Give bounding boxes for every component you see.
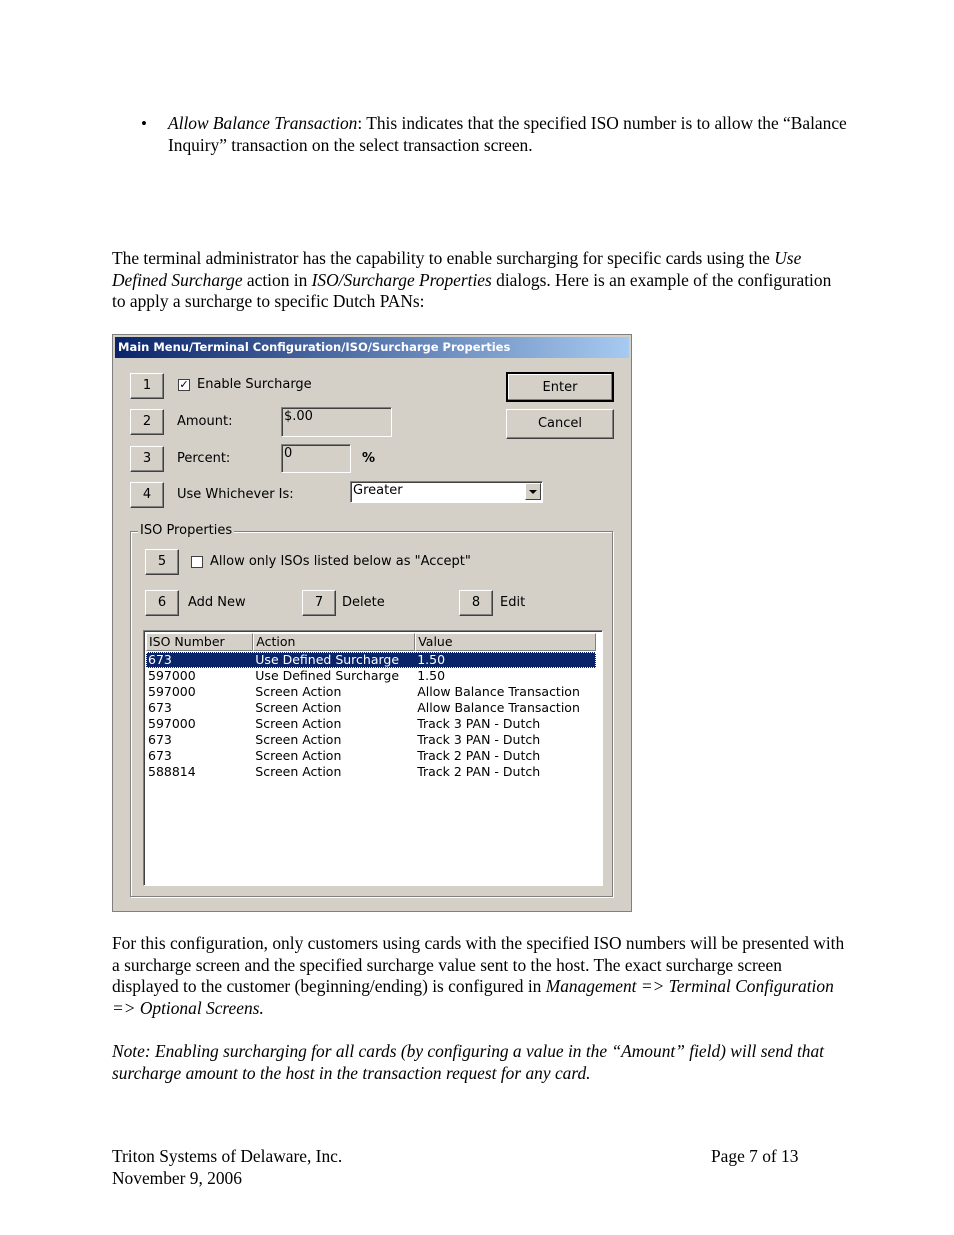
column-action[interactable]: Action bbox=[253, 633, 415, 651]
chevron-down-icon[interactable] bbox=[525, 483, 541, 500]
enable-surcharge-label: Enable Surcharge bbox=[197, 377, 312, 392]
cell-iso: 597000 bbox=[148, 716, 196, 731]
note-text: Note: Enabling surcharging for all cards (by configuring a value in the “Amount” field) will send that surcharge amount to the host in the transaction request for any card. bbox=[112, 1041, 825, 1083]
amount-label: Amount: bbox=[177, 414, 233, 429]
table-row[interactable] bbox=[146, 700, 596, 716]
cell-action: Screen Action bbox=[255, 716, 342, 731]
amount-field[interactable]: $.00 bbox=[281, 407, 392, 437]
cell-value: Allow Balance Transaction bbox=[417, 684, 580, 699]
cell-value: Track 2 PAN - Dutch bbox=[417, 748, 541, 763]
percent-label: Percent: bbox=[177, 451, 231, 466]
cell-value: Track 3 PAN - Dutch bbox=[417, 732, 541, 747]
btn-7[interactable]: 7 bbox=[302, 590, 336, 616]
bullet-allow-balance bbox=[168, 113, 848, 156]
whichever-label: Use Whichever Is: bbox=[177, 487, 294, 502]
edit-label: Edit bbox=[500, 595, 526, 610]
cell-action: Screen Action bbox=[255, 684, 342, 699]
column-value[interactable]: Value bbox=[415, 633, 596, 651]
intro-text-2: action in bbox=[242, 269, 312, 290]
footer-page-number: Page 7 of 13 bbox=[711, 1146, 799, 1166]
bullet-term: Allow Balance Transaction bbox=[168, 113, 358, 133]
cell-action: Screen Action bbox=[255, 764, 342, 779]
iso-list-header bbox=[146, 633, 596, 651]
cell-iso: 597000 bbox=[148, 668, 196, 683]
table-row[interactable] bbox=[146, 716, 596, 732]
config-paragraph bbox=[112, 933, 852, 1019]
btn-5[interactable]: 5 bbox=[145, 549, 179, 575]
table-row[interactable] bbox=[146, 748, 596, 764]
add-new-label: Add New bbox=[188, 595, 246, 610]
config-path: Management => Terminal Configuration => Optional Screens. bbox=[112, 976, 834, 1018]
cell-iso: 588814 bbox=[148, 764, 196, 779]
percent-field[interactable]: 0 bbox=[281, 444, 351, 473]
btn-1[interactable]: 1 bbox=[130, 373, 164, 399]
whichever-select[interactable] bbox=[350, 481, 543, 503]
cell-iso: 673 bbox=[148, 748, 172, 763]
intro-em-1: Use Defined Surcharge bbox=[112, 248, 802, 290]
footer-company: Triton Systems of Delaware, Inc. bbox=[112, 1146, 343, 1166]
btn-8[interactable]: 8 bbox=[459, 590, 493, 616]
intro-em-2: ISO/Surcharge Properties bbox=[311, 269, 492, 290]
whichever-value: Greater bbox=[353, 483, 403, 498]
percent-sign: % bbox=[362, 451, 376, 466]
cell-value: Track 2 PAN - Dutch bbox=[417, 764, 541, 779]
allow-only-label: Allow only ISOs listed below as "Accept" bbox=[210, 554, 471, 569]
cell-action: Screen Action bbox=[255, 732, 342, 747]
intro-text-1: The terminal administrator has the capability to enable surcharging for specific cards using the bbox=[112, 248, 775, 268]
btn-6[interactable]: 6 bbox=[145, 590, 179, 616]
cell-value: Track 3 PAN - Dutch bbox=[417, 716, 541, 731]
cell-action: Use Defined Surcharge bbox=[255, 652, 400, 667]
cell-action: Screen Action bbox=[255, 700, 342, 715]
cell-value: Allow Balance Transaction bbox=[417, 700, 580, 715]
table-row[interactable] bbox=[146, 668, 596, 684]
footer-date: November 9, 2006 bbox=[112, 1167, 242, 1188]
delete-label: Delete bbox=[342, 595, 385, 610]
iso-surcharge-dialog bbox=[112, 334, 632, 912]
cancel-button[interactable]: Cancel bbox=[506, 409, 614, 439]
column-iso-number[interactable]: ISO Number bbox=[146, 633, 253, 651]
btn-2[interactable]: 2 bbox=[130, 409, 164, 435]
table-row[interactable] bbox=[146, 652, 596, 668]
table-row[interactable] bbox=[146, 764, 596, 780]
table-row[interactable] bbox=[146, 732, 596, 748]
bullet-description: : This indicates that the specified ISO number is to allow the “Balance Inquiry” transaction on the select transaction screen. bbox=[168, 113, 847, 155]
bullet-marker: • bbox=[141, 114, 147, 133]
enable-surcharge-checkbox[interactable]: ✓ bbox=[179, 378, 189, 391]
enter-button[interactable]: Enter bbox=[506, 372, 614, 402]
config-text: For this configuration, only customers using cards with the specified ISO numbers will be presented with a surcharge screen and the specified surcharge value sent to the host. The exact surcharge screen displayed to the customer (beginning/ending) is configured in bbox=[112, 933, 845, 997]
btn-3[interactable]: 3 bbox=[130, 446, 164, 472]
iso-properties-label: ISO Properties bbox=[140, 523, 233, 538]
iso-list[interactable] bbox=[143, 630, 603, 886]
table-row[interactable] bbox=[146, 684, 596, 700]
note-paragraph bbox=[112, 1041, 852, 1084]
btn-4[interactable]: 4 bbox=[130, 482, 164, 508]
cell-iso: 673 bbox=[148, 732, 172, 747]
iso-list-body bbox=[146, 652, 596, 780]
cell-iso: 673 bbox=[148, 652, 172, 667]
intro-text-3: dialogs. Here is an example of the configuration to apply a surcharge to specific Dutch PANs: bbox=[112, 269, 832, 312]
cell-iso: 597000 bbox=[148, 684, 196, 699]
cell-action: Use Defined Surcharge bbox=[255, 668, 400, 683]
footer-left bbox=[112, 1146, 342, 1189]
cell-value: 1.50 bbox=[417, 668, 446, 683]
intro-paragraph bbox=[112, 248, 842, 313]
cell-iso: 673 bbox=[148, 700, 172, 715]
cell-action: Screen Action bbox=[255, 748, 342, 763]
allow-only-checkbox[interactable] bbox=[191, 556, 203, 568]
cell-value: 1.50 bbox=[417, 652, 446, 667]
dialog-title: Main Menu/Terminal Configuration/ISO/Surcharge Properties bbox=[115, 337, 629, 358]
